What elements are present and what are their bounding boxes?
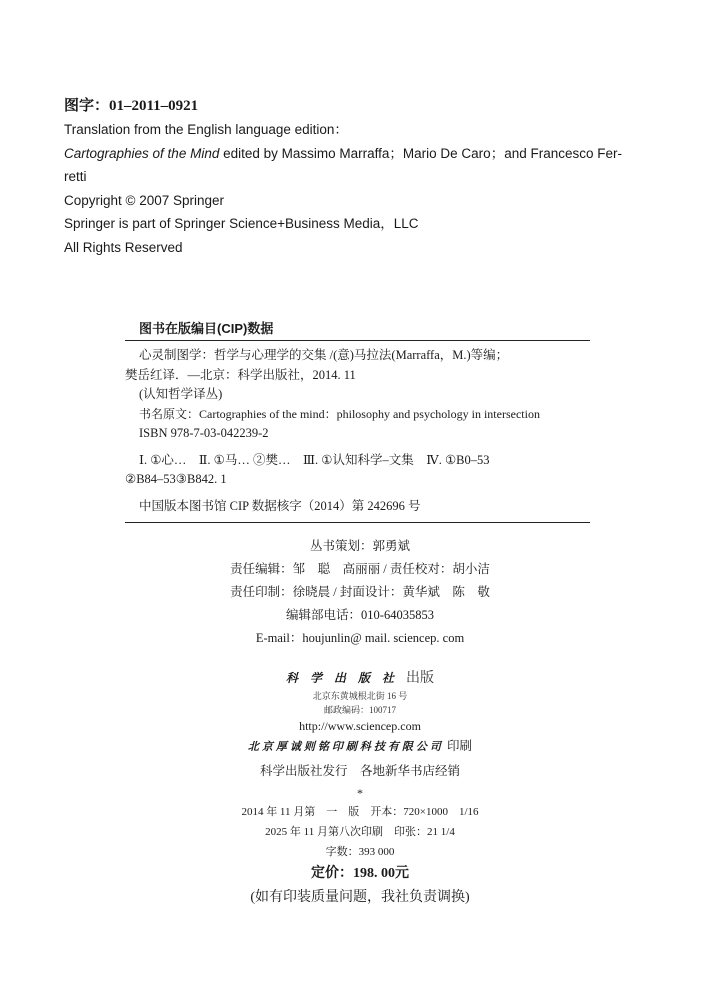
quality-notice: (如有印装质量问题，我社负责调换) bbox=[250, 890, 470, 905]
staff-credits bbox=[0, 535, 720, 650]
editorial-email: E-mail：houjunlin@ mail. sciencep. com bbox=[255, 631, 465, 645]
cip-classification-cont: ②B84–53③B842. 1 bbox=[125, 472, 227, 486]
cip-number: 中国版本图书馆 CIP 数据核字（2014）第 242696 号 bbox=[139, 498, 421, 513]
publisher-line bbox=[0, 668, 720, 689]
price: 定价：198. 00元 bbox=[311, 866, 409, 881]
original-title: Cartographies of the Mind bbox=[64, 145, 220, 161]
springer-notice: Springer is part of Springer Science+Business Media，LLC bbox=[64, 216, 419, 231]
series-planner: 丛书策划：郭勇斌 bbox=[309, 539, 410, 553]
cip-classification-line: Ⅰ. ①心… Ⅱ. ①马… ②樊… Ⅲ. ①认知科学–文集 Ⅳ. ①B0–53 bbox=[139, 452, 490, 467]
cip-body bbox=[125, 341, 590, 516]
responsible-editors: 责任编辑：邹 聪 高丽丽 / 责任校对：胡小洁 bbox=[230, 562, 490, 576]
printer-line bbox=[0, 735, 720, 758]
editors-text: edited by Massimo Marraffa；Mario De Caro；and Francesco Fer- bbox=[219, 145, 622, 161]
printing-info: 2025 年 11 月第八次印刷 印张：21 1/4 bbox=[265, 826, 455, 838]
separator-asterisk: * bbox=[357, 786, 363, 800]
editors-continuation: retti bbox=[64, 169, 87, 184]
cip-original-title-line: 书名原文：Cartographies of the mind：philosophy and psychology in intersection bbox=[139, 406, 540, 421]
production-credits: 责任印制：徐晓晨 / 封面设计：黄华斌 陈 敬 bbox=[230, 585, 490, 599]
translation-note: Translation from the English language edition： bbox=[64, 122, 348, 137]
rights-reserved: All Rights Reserved bbox=[64, 239, 183, 255]
cip-title: 图书在版编目(CIP)数据 bbox=[139, 321, 274, 336]
cip-series-line: (认知哲学译丛) bbox=[139, 387, 223, 401]
registration-number: 图字：01–2011–0921 bbox=[64, 98, 199, 114]
cip-bottom-rule bbox=[125, 522, 590, 523]
cip-isbn: ISBN 978-7-03-042239-2 bbox=[139, 426, 269, 440]
publisher-address: 北京东黄城根北街 16 号 bbox=[312, 691, 408, 701]
publisher-postcode: 邮政编码：100717 bbox=[323, 705, 396, 715]
copyright-block bbox=[64, 94, 664, 259]
editorial-phone: 编辑部电话：010-64035853 bbox=[286, 608, 434, 622]
printer-suffix: 印刷 bbox=[447, 739, 473, 753]
publisher-suffix: 出版 bbox=[406, 671, 434, 686]
publisher-url: http://www.sciencep.com bbox=[299, 719, 421, 733]
edition-info: 2014 年 11 月第 一 版 开本：720×1000 1/16 bbox=[241, 806, 479, 818]
cip-data-block bbox=[125, 318, 590, 523]
printer-name: 北京厚诚则铭印刷科技有限公司 bbox=[247, 740, 444, 753]
copyright-notice: Copyright © 2007 Springer bbox=[64, 192, 225, 208]
cip-title-line: 心灵制图学：哲学与心理学的交集 /(意)马拉法(Marraffa，M.)等编； bbox=[139, 348, 509, 362]
word-count: 字数：393 000 bbox=[325, 846, 395, 858]
publisher-block bbox=[0, 668, 720, 910]
distribution-line: 科学出版社发行 各地新华书店经销 bbox=[259, 764, 460, 778]
cip-publication-line: 樊岳红译．—北京：科学出版社，2014. 11 bbox=[125, 367, 356, 382]
publisher-name: 科学出版社 bbox=[285, 671, 406, 685]
original-edition-line bbox=[64, 142, 664, 166]
